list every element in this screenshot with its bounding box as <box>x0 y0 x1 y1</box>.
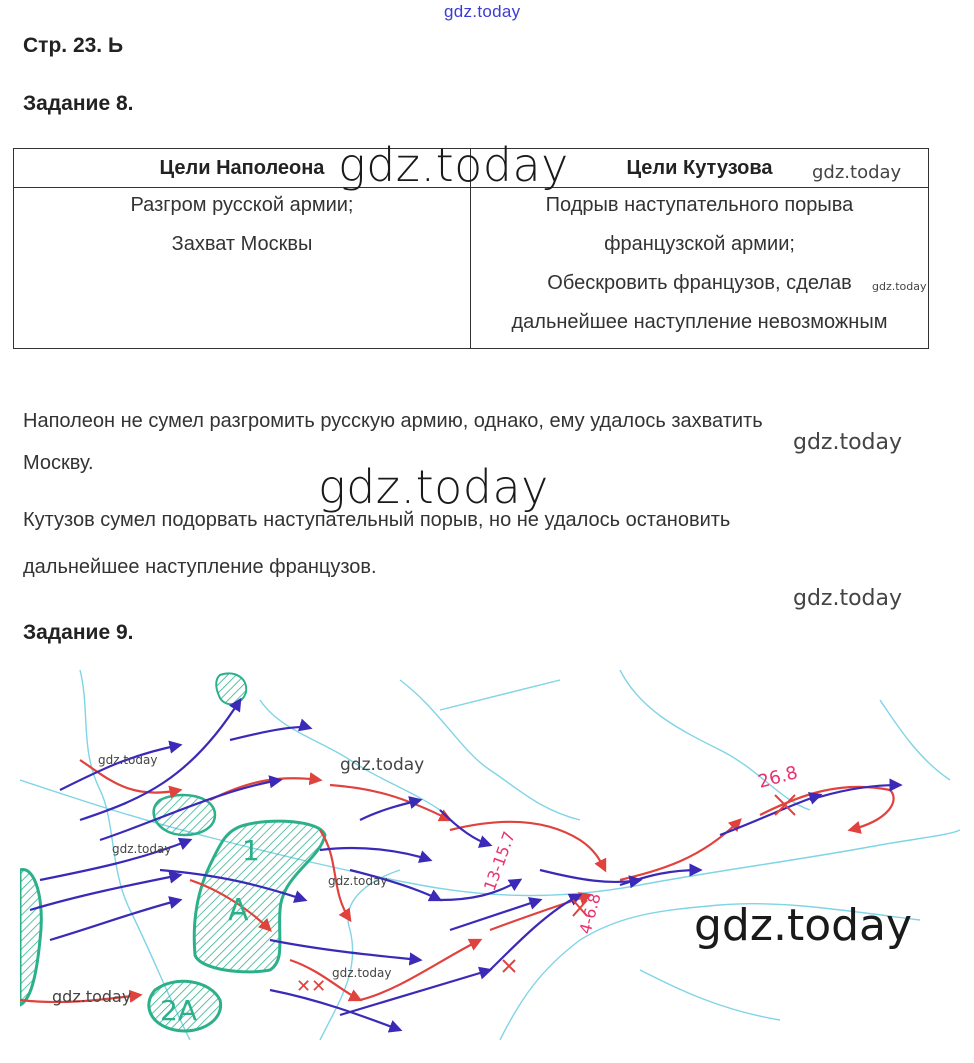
french-arrow <box>360 800 420 820</box>
battle-mark <box>503 960 515 972</box>
map-label-army-1-a: А <box>228 893 249 928</box>
french-arrow <box>50 900 180 940</box>
french-advance-arrows <box>30 700 900 1030</box>
task8-title: Задание 8. <box>23 92 134 115</box>
map-label-army-1: 1 <box>242 834 260 867</box>
watermark-overlay: gdz.today <box>872 280 927 293</box>
header-kutuzov-goals: Цели Кутузова <box>471 149 929 188</box>
watermark-overlay: gdz.today <box>694 900 913 951</box>
header-napoleon-goals: Цели Наполеона <box>14 149 471 188</box>
watermark-overlay: gdz.today <box>112 842 172 856</box>
kutuzov-goal-line: Обескровить французов, сделав <box>547 272 852 294</box>
kutuzov-goal-line: дальнейшее наступление невозможным <box>511 311 888 333</box>
answer-paragraph-line: Наполеон не сумел разгромить русскую армию, однако, ему удалось захватить <box>23 410 763 432</box>
french-arrow <box>30 875 180 910</box>
map-label-date-east: 26.8 <box>755 762 801 793</box>
french-arrow <box>270 940 420 960</box>
french-arrow <box>230 727 310 740</box>
army-zone <box>216 674 246 705</box>
watermark-overlay: gdz.today <box>793 586 903 611</box>
river-line <box>640 970 780 1020</box>
answer-paragraph-line: Кутузов сумел подорвать наступательный порыв, но не удалось остановить <box>23 509 731 531</box>
watermark-overlay: gdz.today <box>98 753 158 767</box>
napoleon-goal-line: Захват Москвы <box>171 233 313 255</box>
french-arrow <box>720 795 820 835</box>
map-label-cross-marks: ✕✕ <box>296 976 327 997</box>
page-label: Стр. 23. Ь <box>23 34 124 57</box>
river-line <box>620 670 810 810</box>
map-label-date-mid: 13-15.7 <box>479 828 519 894</box>
french-arrow <box>320 848 430 860</box>
army-zone <box>20 870 41 1005</box>
map-label-army-2: 2А <box>160 994 197 1027</box>
watermark-overlay: gdz.today <box>52 987 132 1006</box>
french-arrow <box>540 870 640 882</box>
french-arrow <box>490 895 580 970</box>
river-line <box>440 680 560 710</box>
napoleon-goal-line: Разгром русской армии; <box>130 194 354 216</box>
answer-paragraph-line: дальнейшее наступление французов. <box>23 556 377 578</box>
answer-paragraph-line: Москву. <box>23 452 94 474</box>
watermark-overlay: gdz.today <box>318 460 549 514</box>
river-line <box>400 680 580 820</box>
kutuzov-goal-line: Подрыв наступательного порыва <box>545 194 854 216</box>
map-label-date-mid2: 4-6.8 <box>575 891 605 937</box>
kutuzov-goals-cell <box>471 188 929 349</box>
russian-arrow <box>450 822 605 870</box>
kutuzov-goal-line: французской армии; <box>604 233 795 255</box>
watermark-overlay: gdz.today <box>793 430 903 455</box>
task9-title: Задание 9. <box>23 621 134 644</box>
watermark-overlay: gdz.today <box>328 874 388 888</box>
river-line <box>880 700 950 780</box>
watermark-overlay: gdz.today <box>812 162 902 183</box>
goals-table-row <box>14 188 929 349</box>
watermark-overlay: gdz.today <box>332 966 392 980</box>
russian-arrow <box>330 785 450 820</box>
napoleon-goals-cell <box>14 188 471 349</box>
campaign-map <box>20 670 960 1040</box>
russian-arrow <box>210 778 320 800</box>
watermark-overlay: gdz.today <box>340 755 425 775</box>
army-zones <box>20 674 325 1031</box>
watermark-top: gdz.today <box>444 2 521 21</box>
french-arrow <box>450 900 540 930</box>
watermark-overlay: gdz.today <box>338 138 569 192</box>
